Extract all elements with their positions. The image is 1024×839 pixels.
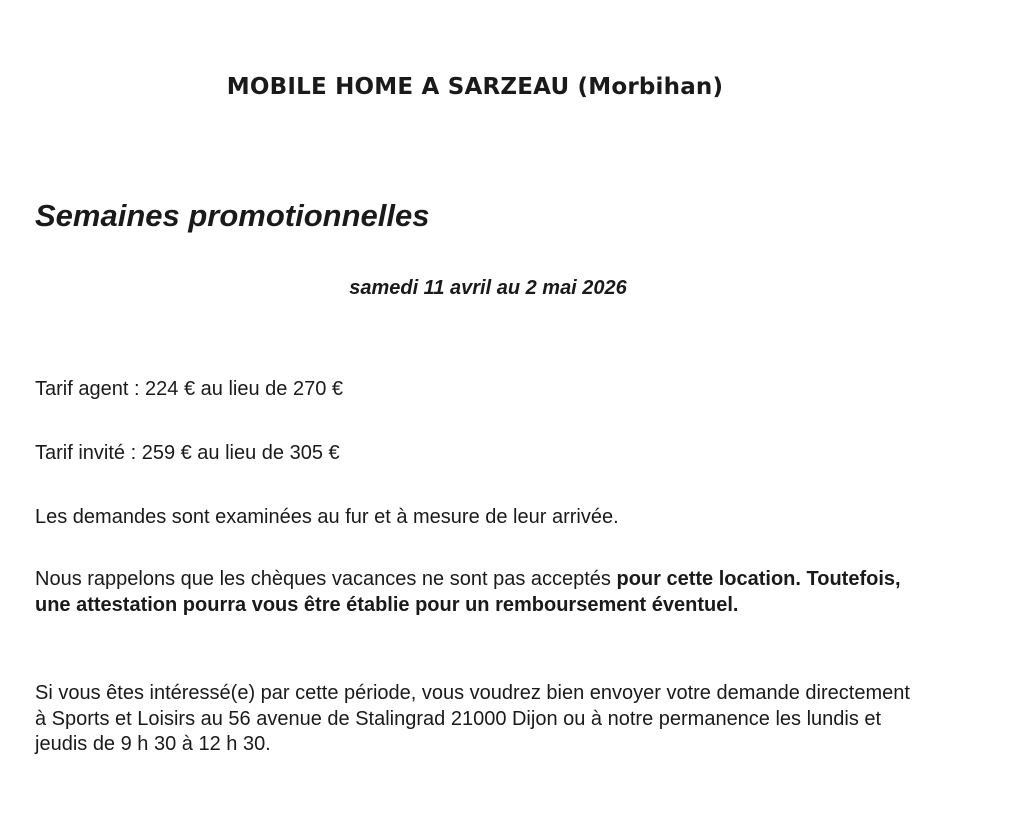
cheques-intro-text: Nous rappelons que les chèques vacances ne sont pas acceptés	[35, 568, 617, 590]
contact-paragraph: Si vous êtes intéressé(e) par cette période, vous voudrez bien envoyer votre demande directement à Sports et Loisirs au 56 avenue de Stalingrad 21000 Dijon ou à notre permanence les lundis et jeudis de 9 h 30 à 12 h 30.	[35, 682, 910, 755]
document-title: MOBILE HOME A SARZEAU (Morbihan)	[226, 74, 724, 100]
cheques-paragraph	[35, 567, 915, 618]
promotion-dates: samedi 11 avril au 2 mai 2026	[349, 277, 627, 299]
tarif-invite: Tarif invité : 259 € au lieu de 305 €	[35, 442, 340, 464]
section-heading: Semaines promotionnelles	[35, 198, 430, 233]
tarif-agent: Tarif agent : 224 € au lieu de 270 €	[35, 378, 344, 400]
cheques-bold-text: pour cette location. Toutefois, une attestation pourra vous être établie pour un remboursement éventuel.	[35, 568, 901, 616]
demandes-paragraph: Les demandes sont examinées au fur et à mesure de leur arrivée.	[35, 506, 619, 528]
